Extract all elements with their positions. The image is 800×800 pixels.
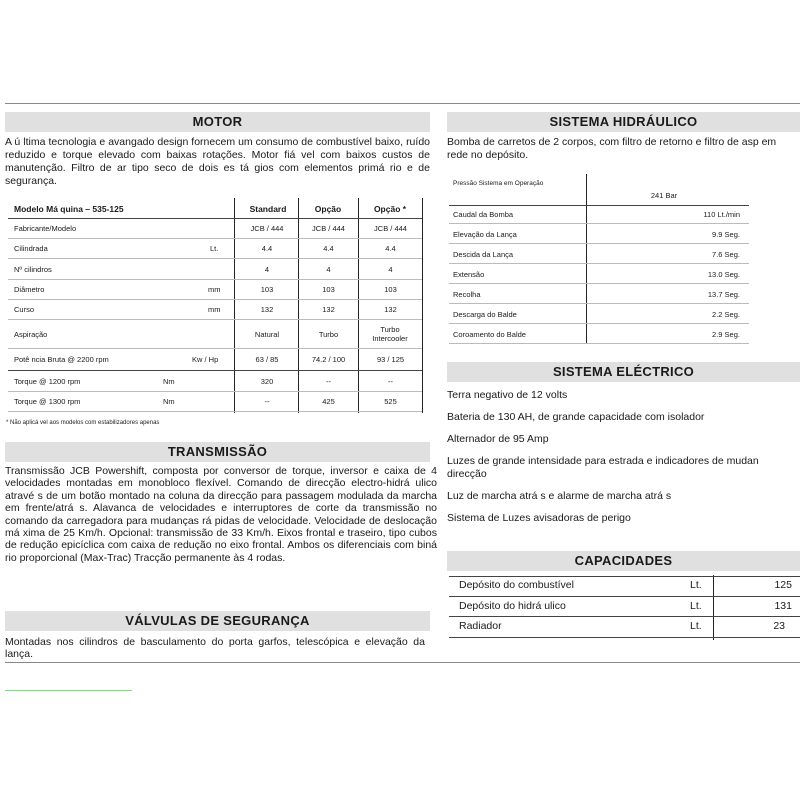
motor-row-unit: Lt. (210, 244, 219, 253)
capacidades-row-value: 125 (774, 579, 792, 591)
electrico-item: Luz de marcha atrá s e alarme de marcha atrá s (447, 490, 672, 502)
motor-table-divider (422, 198, 423, 413)
hidraulico-row-label: Recolha (453, 290, 481, 299)
motor-row-unit: Nm (163, 377, 175, 386)
hidraulico-table-line (449, 303, 749, 304)
motor-row-label: Cilindrada (14, 244, 48, 253)
capacidades-title: CAPACIDADES (447, 551, 800, 571)
hidraulico-table-line (449, 243, 749, 244)
motor-title: MOTOR (5, 112, 430, 132)
hidraulico-title: SISTEMA HIDRÁULICO (447, 112, 800, 132)
electrico-item: Luzes de grande intensidade para estrada e indicadores de mudan (447, 455, 759, 467)
hidraulico-table-line (449, 323, 749, 324)
motor-row-value: 4.4 (323, 244, 334, 253)
capacidades-row-label: Radiador (459, 620, 502, 632)
valvulas-text: Montadas nos cilindros de basculamento do porta garfos, telescópica e elevação da lança. (5, 636, 425, 661)
motor-table-line (8, 238, 422, 239)
motor-row-label: Nº cilindros (14, 265, 52, 274)
hidraulico-table-line (449, 205, 749, 206)
hidraulico-row-value: 13.7 Seg. (707, 290, 740, 299)
motor-row-value: -- (326, 377, 331, 386)
electrico-title: SISTEMA ELÉCTRICO (447, 362, 800, 382)
electrico-item: Sistema de Luzes avisadoras de perigo (447, 512, 631, 524)
capacidades-row-value: 23 (773, 620, 785, 632)
motor-row-label: Torque @ 1200 rpm (14, 377, 81, 386)
capacidades-row-label: Depósito do hidrá ulico (459, 600, 566, 612)
hidraulico-row-value: 2.2 Seg. (712, 310, 740, 319)
hidraulico-table-line (449, 263, 749, 264)
hidraulico-table-line (449, 223, 749, 224)
top-rule (5, 103, 800, 104)
motor-row-value: 103 (260, 285, 274, 294)
motor-table-line (8, 299, 422, 300)
motor-row-value: 4 (388, 265, 393, 274)
hidraulico-row-value: 2.9 Seg. (712, 330, 740, 339)
capacidades-table-line (449, 616, 800, 617)
motor-row-value: -- (264, 397, 270, 406)
motor-row-value: 425 (322, 397, 335, 406)
motor-row-unit: mm (208, 285, 221, 294)
motor-row-value: 132 (384, 305, 397, 314)
motor-row-value: 4.4 (385, 244, 396, 253)
electrico-item: Alternador de 95 Amp (447, 433, 549, 445)
motor-row-value: 93 / 125 (376, 355, 405, 364)
electrico-item: direcção (447, 468, 487, 480)
motor-row-value: Turbo (318, 330, 339, 339)
motor-row-label: Torque @ 1300 rpm (14, 397, 81, 406)
hidraulico-row-label: Descida da Lança (453, 250, 514, 259)
motor-row-value: JCB / 444 (250, 224, 284, 233)
hidraulico-header-value: 241 Bar (650, 191, 678, 200)
hidraulico-row-label: Descarga do Balde (453, 310, 517, 319)
motor-row-value: 525 (384, 397, 397, 406)
hidraulico-row-value: 9.9 Seg. (712, 230, 740, 239)
motor-row-label: Potê ncia Bruta @ 2200 rpm (14, 355, 109, 364)
motor-row-value: 4 (326, 265, 331, 274)
motor-table-header-standard: Standard (249, 204, 287, 214)
capacidades-table-line (449, 596, 800, 597)
hidraulico-table-line (449, 283, 749, 284)
hidraulico-table-line (449, 343, 749, 344)
motor-row-value: 4.4 (261, 244, 273, 253)
capacidades-row-label: Depósito do combustível (459, 579, 574, 591)
motor-footnote: * Não aplicá vel aos modelos com estabilizadores apenas (6, 420, 160, 426)
hidraulico-row-label: Elevação da Lança (453, 230, 517, 239)
motor-row-label: Aspiração (14, 330, 48, 339)
transmissao-title: TRANSMISSÃO (5, 442, 430, 462)
motor-row-value: 63 / 85 (255, 355, 279, 364)
motor-row-unit: mm (208, 305, 221, 314)
motor-table-header-option: Opção (314, 204, 342, 214)
hidraulico-row-value: 13.0 Seg. (707, 270, 740, 279)
motor-row-value: Natural (254, 330, 280, 339)
transmissao-text: Transmissão JCB Powershift, composta por conversor de torque, inversor e caixa de 4 velocidades montadas em monobloco flexível. Comando de direcção electro-hidrá ulico atravé s de um botão montado na coluna da direcção para passagem modulada da marcha em frente/atrá s. Alavanca de velocidades e interruptores de corte da transmissão no comando da carregadora para mudanças rá pidas de velocidade. Velocidade de deslocação má xima de 25 Km/h. Opcional: transmissão de 33 Km/h. Eixos frontal e traseiro, tipo cubos de redução epicíclica com caixa de redução no eixo frontal. Ambos os diferenciais com biná rio proporcional (Max-Trac) Tracção permanente às 4 rodas. (5, 465, 437, 564)
motor-row-value: 4 (264, 265, 270, 274)
motor-row-value: Turbo Intercooler (372, 325, 408, 343)
motor-table-divider (234, 198, 235, 413)
motor-intro: A ú ltima tecnologia e avangado design fornecem um consumo de combustível baixo, ruído reduzido e torque elevado com baixas rotações. Motor fiá vel com baixos custos de manutenção. Filtro de ar tipo seco de dois es tá gios com elementos primá rio e de segurança. (5, 136, 430, 187)
valvulas-title: VÁLVULAS DE SEGURANÇA (5, 611, 430, 631)
hidraulico-row-label: Coroamento do Balde (453, 330, 526, 339)
motor-table-line (8, 348, 422, 349)
motor-row-value: 103 (384, 285, 397, 294)
motor-table-header-model: Modelo Má quina – 535-125 (14, 204, 124, 214)
capacidades-row-unit: Lt. (690, 600, 702, 612)
electrico-item: Terra negativo de 12 volts (447, 389, 568, 401)
hidraulico-row-value: 7.6 Seg. (712, 250, 740, 259)
capacidades-table-line (449, 637, 800, 638)
capacidades-table-line (449, 576, 800, 577)
motor-row-label: Fabricante/Modelo (14, 224, 77, 233)
motor-row-value: 103 (322, 285, 335, 294)
motor-table-line (8, 258, 422, 259)
motor-row-unit: Nm (163, 397, 175, 406)
motor-table-line (8, 218, 422, 219)
capacidades-row-value: 131 (774, 600, 792, 612)
motor-table-line (8, 279, 422, 280)
hidraulico-row-label: Extensão (453, 270, 485, 279)
motor-row-label: Diâmetro (14, 285, 45, 294)
motor-table-line (8, 411, 422, 412)
electrico-item: Bateria de 130 AH, de grande capacidade com isolador (447, 411, 705, 423)
motor-row-value: JCB / 444 (312, 224, 345, 233)
hidraulico-row-value: 110 Lt./min (703, 210, 740, 219)
motor-row-value: 74.2 / 100 (311, 355, 346, 364)
motor-row-value: -- (388, 377, 393, 386)
motor-row-unit: Kw / Hp (192, 355, 219, 364)
motor-table-line (8, 391, 422, 392)
hidraulico-table-divider (586, 174, 587, 344)
bottom-rule (5, 662, 800, 663)
capacidades-table-divider (713, 575, 714, 640)
motor-row-value: 320 (260, 377, 274, 386)
green-rule (5, 690, 132, 691)
motor-row-value: 132 (260, 305, 274, 314)
motor-row-value: 132 (322, 305, 335, 314)
hidraulico-row-label: Caudal da Bomba (453, 210, 514, 219)
motor-table-line (8, 370, 422, 371)
hidraulico-header-label: Pressão Sistema em Operação (453, 180, 544, 187)
motor-table-line (8, 319, 422, 320)
motor-row-label: Curso (14, 305, 35, 314)
motor-table-header-option-star: Opção * (373, 204, 407, 214)
motor-row-value: JCB / 444 (374, 224, 407, 233)
capacidades-row-unit: Lt. (690, 620, 702, 632)
hidraulico-intro: Bomba de carretos de 2 corpos, com filtro de retorno e filtro de asp em rede no depósito. (447, 136, 777, 161)
capacidades-row-unit: Lt. (690, 579, 702, 591)
